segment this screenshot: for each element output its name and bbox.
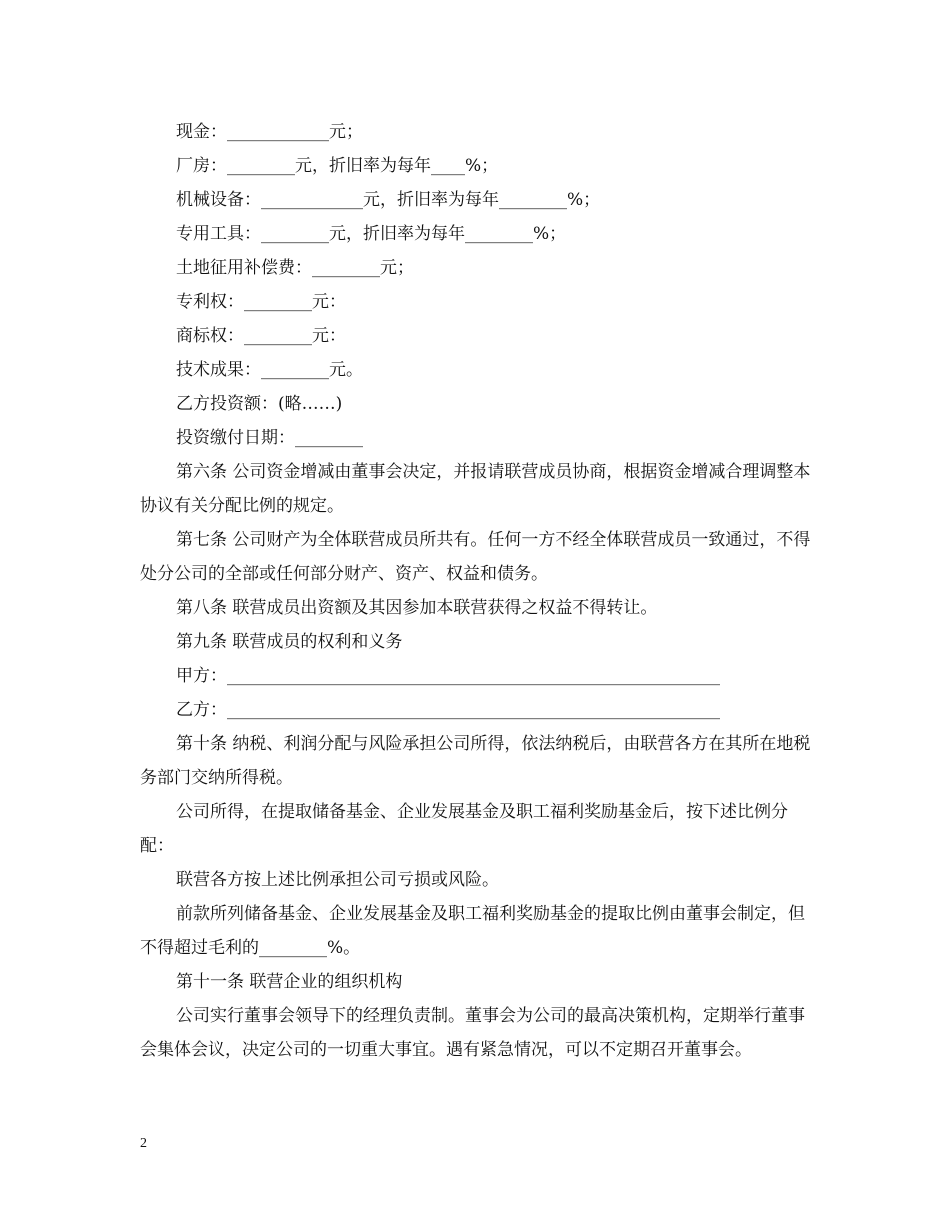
risk-paragraph: 联营各方按上述比例承担公司亏损或风险。: [176, 870, 499, 890]
party-b-investment-line: 乙方投资额：(略……): [176, 394, 343, 414]
income-paragraph: 公司所得，在提取储备基金、企业发展基金及职工福利奖励基金后，按下述比例分配：: [140, 802, 788, 856]
article-7: 第七条 公司财产为全体联营成员所共有。任何一方不经全体联营成员一致通过，不得处分公司的全部或任何部分财产、资产、权益和债务。: [140, 530, 811, 584]
article-11: 第十一条 联营企业的组织机构: [176, 972, 403, 992]
page-number: 2: [140, 1136, 147, 1151]
article-6: 第六条 公司资金增减由董事会决定，并报请联营成员协商，根据资金增减合理调整本协议有关分配比例的规定。: [140, 462, 811, 516]
cash-line: 现金：____________元；: [176, 122, 363, 142]
machinery-line: 机械设备：____________元，折旧率为每年________%；: [176, 190, 601, 210]
tech-result-line: 技术成果：________元。: [176, 360, 363, 380]
party-a-line: 甲方：__________________________________________________________: [176, 666, 720, 686]
tools-line: 专用工具：________元，折旧率为每年________%；: [176, 224, 567, 244]
payment-date-line: 投资缴付日期：________: [176, 428, 363, 448]
board-paragraph: 公司实行董事会领导下的经理负责制。董事会为公司的最高决策机构，定期举行董事会集体会议，决定公司的一切重大事宜。遇有紧急情况，可以不定期召开董事会。: [140, 1006, 805, 1060]
patent-line: 专利权：________元：: [176, 292, 346, 312]
article-8: 第八条 联营成员出资额及其因参加本联营获得之权益不得转让。: [176, 598, 658, 618]
article-10: 第十条 纳税、利润分配与风险承担公司所得，依法纳税后，由联营各方在其所在地税务部门交纳所得税。: [140, 734, 811, 788]
land-compensation-line: 土地征用补偿费：________元；: [176, 258, 414, 278]
article-9: 第九条 联营成员的权利和义务: [176, 632, 403, 652]
party-b-line: 乙方：__________________________________________________________: [176, 700, 720, 720]
fund-paragraph: 前款所列储备基金、企业发展基金及职工福利奖励基金的提取比例由董事会制定，但不得超过毛利的________%。: [140, 904, 805, 958]
trademark-line: 商标权：________元：: [176, 326, 346, 346]
factory-line: 厂房：________元，折旧率为每年____%；: [176, 156, 499, 176]
